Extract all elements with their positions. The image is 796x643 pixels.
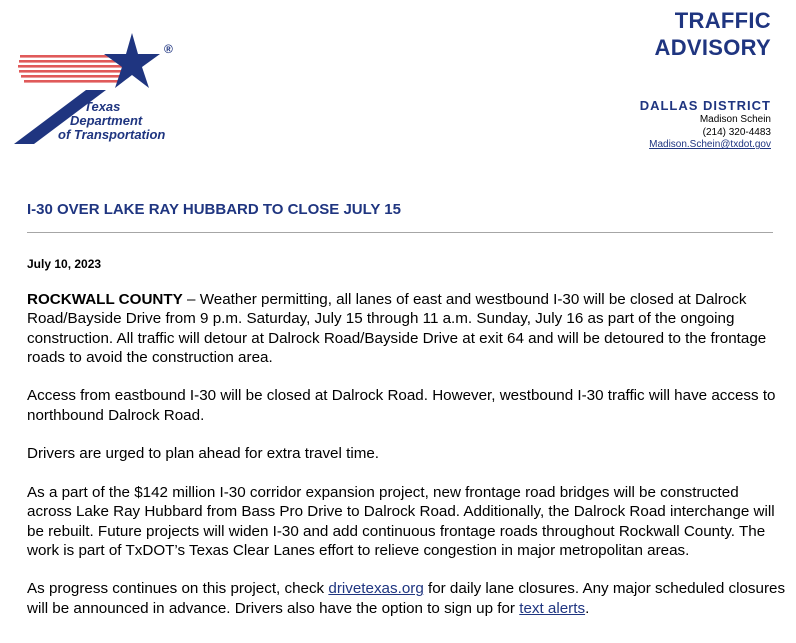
registered-mark: ® <box>164 42 173 56</box>
district-name: DALLAS DISTRICT <box>639 98 771 113</box>
paragraph-5-text-b: for daily lane closures. Any major scheduled closures will be announced in advance. Drivers also have the option to sign up for <box>27 580 786 617</box>
paragraph-3: Drivers are urged to plan ahead for extra travel time. <box>27 445 380 463</box>
paragraph-1 <box>27 290 787 367</box>
advisory-title <box>655 7 772 61</box>
paragraph-1-text: – Weather permitting, all lanes of east and westbound I-30 will be closed at Dalrock Road/Bayside Drive from 9 p.m. Saturday, July 15 through 11 a.m. Sunday, July 16 as part of the ongoing construction. All traffic will detour at Dalrock Road/Bayside Drive at exit 64 and will be detoured to the frontage roads to avoid the construction area. <box>27 291 767 366</box>
paragraph-5-text-c: . <box>585 599 590 617</box>
dateline-county: ROCKWALL COUNTY <box>27 291 183 308</box>
txdot-logo <box>14 30 182 148</box>
headline: I-30 OVER LAKE RAY HUBBARD TO CLOSE JULY 15 <box>27 201 401 218</box>
contact-phone: (214) 320-4483 <box>702 126 771 138</box>
paragraph-5 <box>27 579 787 618</box>
contact-name: Madison Schein <box>699 114 771 125</box>
advisory-title-line1: TRAFFIC <box>674 8 771 33</box>
advisory-title-line2: ADVISORY <box>654 35 771 60</box>
release-date: July 10, 2023 <box>27 257 102 271</box>
logo-wordmark <box>58 100 165 142</box>
paragraph-5-text-a: As progress continues on this project, check <box>27 580 329 598</box>
article-body <box>27 290 787 637</box>
paragraph-4: As a part of the $142 million I-30 corridor expansion project, new frontage road bridges will be constructed across Lake Ray Hubbard from Bass Pro Drive to Dalrock Road. Additionally, the Dalrock Road interchange will be rebuilt. Future projects will widen I-30 and add continuous frontage roads throughout Rockwall County. The work is part of TxDOT’s Texas Clear Lanes effort to relieve congestion in major metropolitan areas. <box>27 483 775 559</box>
logo-line-transportation: of Transportation <box>58 127 166 142</box>
logo-line-department: Department <box>70 113 143 128</box>
logo-line-texas: Texas <box>84 99 121 114</box>
contact-email-link[interactable]: Madison.Schein@txdot.gov <box>649 139 771 150</box>
divider <box>27 232 773 233</box>
paragraph-2: Access from eastbound I-30 will be closed at Dalrock Road. However, westbound I-30 traffic will have access to northbound Dalrock Road. <box>27 387 776 424</box>
drivetexas-link[interactable]: drivetexas.org <box>328 580 424 598</box>
district-contact <box>640 98 771 152</box>
text-alerts-link[interactable]: text alerts <box>519 599 586 617</box>
